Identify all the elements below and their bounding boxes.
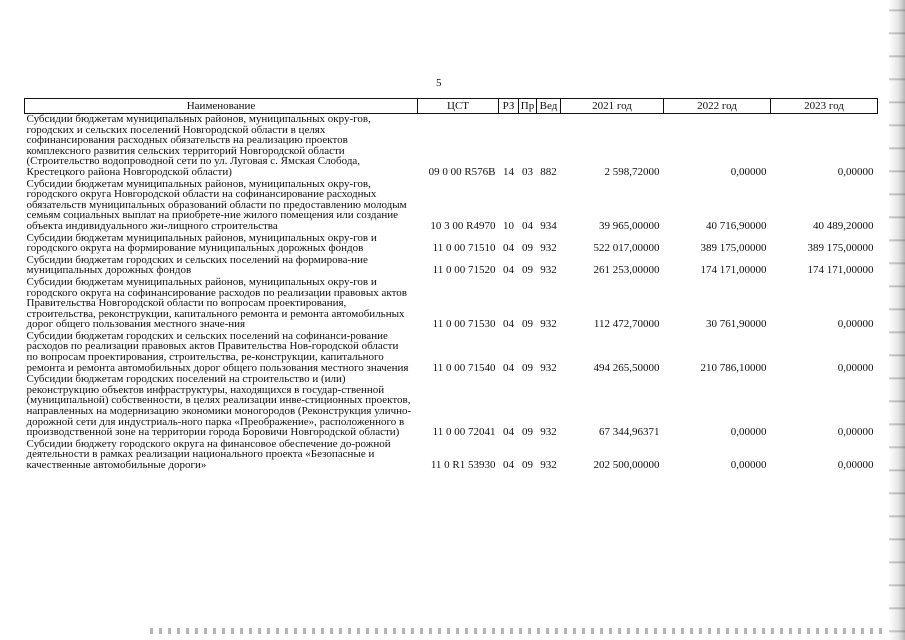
row-pr: 09 [522,242,533,255]
row-name: Субсидии бюджетам муниципальных районов, муниципальных окру-гов, городского округа Новгородской области на софинансирование расходных обязательств муниципальных образований области по предоставлению молодым семьям социальных выплат на приобрете-ние жилого помещения или создание объекта индивидуального жи-лищного строительства [26,177,407,232]
row-cst: 11 0 00 72041 [432,426,496,439]
row-ved: 932 [540,242,557,255]
header-pr: Пр [519,99,537,114]
row-name: Субсидии бюджетам городских поселений на строительство и (или) реконструкцию объектов инфраструктуры, находящихся в государ-ственной (муниципальной) собственности, в целях реализации инве-стиционных проектов, направленных на модернизацию экономики моногородов (Реконструкция улично-дорожной сети для индустриаль-ного парка «Преображение», расположенного в производственной зоне на территории города Боровичи Новгородской области) [26,373,412,439]
table-row [25,277,878,331]
row-rz: 04 [503,459,514,471]
scan-bottom-artifact [150,628,885,634]
table-header-row [25,99,878,114]
header-2021: 2021 год [561,99,664,114]
table-row [25,255,878,277]
row-cst: 10 3 00 R4970 [430,219,496,232]
scan-edge-artifact [889,0,905,640]
row-ved: 882 [540,165,557,178]
row-2022: 0,00000 [730,165,767,178]
row-cst: 11 0 00 71540 [432,361,496,374]
row-name: Субсидии бюджетам городских и сельских поселений на софинанси-рование расходов по реализации правовых актов Правительства Нов-городской области по вопросам проектирования, строительства, ре-конструкции, капитального ремонта и ремонта автомобильных дорог общего пользования местного значения [26,329,409,374]
table-row [25,179,878,233]
header-rz: РЗ [499,99,519,114]
row-pr: 09 [522,459,533,471]
row-2021: 67 344,96371 [599,426,660,439]
row-name: Субсидии бюджету городского округа на финансовое обеспечение до-рожной деятельности в рамках реализации национального проекта «Безопасные и качественные автомобильные дороги» [26,437,391,471]
row-2021: 261 253,00000 [593,264,660,277]
row-rz: 04 [503,361,514,374]
row-rz: 04 [503,264,514,277]
row-2023: 0,00000 [837,361,874,374]
row-rz: 04 [503,426,514,439]
row-2022: 0,00000 [730,459,767,471]
row-pr: 09 [522,264,533,277]
row-ved: 934 [540,219,557,232]
row-2023: 0,00000 [837,459,874,471]
row-ved: 932 [540,264,557,277]
row-ved: 932 [540,426,557,439]
header-name: Наименование [25,99,418,114]
row-2022: 174 171,00000 [700,264,767,277]
row-cst: 11 0 00 71520 [432,264,496,277]
page-number: 5 [436,77,442,89]
row-2021: 202 500,00000 [593,459,660,471]
row-ved: 932 [540,361,557,374]
row-2022: 389 175,00000 [700,242,767,255]
row-2021: 2 598,72000 [604,165,660,178]
row-2023: 0,00000 [837,426,874,439]
row-2021: 494 265,50000 [593,361,660,374]
row-2022: 210 786,10000 [700,361,767,374]
row-cst: 09 0 00 R576B [428,165,496,178]
row-name: Субсидии бюджетам муниципальных районов, муниципальных окру-гов и городского округа на софинансирование расходов по реализации правовых актов Правительства Новгородской области по вопросам проектирования, строительства, реконструкции, капитального ремонта и ремонта автомобильных дорог общего пользования местного значе-ния [26,275,407,331]
row-name: Субсидии бюджетам муниципальных районов, муниципальных окру-гов и городского округа на формирование муниципальных дорожных фондов [26,231,377,255]
row-2023: 0,00000 [837,165,874,178]
row-2022: 0,00000 [730,426,767,439]
row-ved: 932 [540,318,557,331]
row-pr: 09 [522,426,533,439]
row-cst: 11 0 00 71530 [432,318,496,331]
row-pr: 09 [522,318,533,331]
row-2023: 389 175,00000 [807,242,874,255]
row-pr: 03 [522,165,533,178]
table-row [25,331,878,374]
header-2023: 2023 год [771,99,878,114]
row-2023: 0,00000 [837,318,874,331]
row-2022: 40 716,90000 [706,219,767,232]
row-rz: 04 [503,242,514,255]
table-row [25,114,878,179]
budget-table [24,98,878,472]
table-row [25,439,878,472]
header-ved: Вед [537,99,561,114]
row-ved: 932 [540,459,557,471]
row-2021: 522 017,00000 [593,242,660,255]
row-cst: 11 0 R1 53930 [430,459,496,471]
row-rz: 10 [503,219,514,232]
row-rz: 04 [503,318,514,331]
row-2022: 30 761,90000 [706,318,767,331]
row-2023: 40 489,20000 [813,219,874,232]
row-2021: 39 965,00000 [599,219,660,232]
row-name: Субсидии бюджетам муниципальных районов, муниципальных окру-гов, городских и сельских поселений Новгородской области в целях софинансирования расходных обязательств на реализацию проектов комплексного развития сельских территорий Новгородской области (Строительство водопроводной сети по ул. Луговая с. Ямская Слобода, Крестецкого района Новгородской области) [26,113,371,178]
row-pr: 09 [522,361,533,374]
header-cst: ЦСТ [418,99,499,114]
row-rz: 14 [503,165,514,178]
row-pr: 04 [522,219,533,232]
header-2022: 2022 год [664,99,771,114]
row-name: Субсидии бюджетам городских и сельских поселений на формирова-ние муниципальных дорожных фондов [26,253,368,277]
row-2021: 112 472,70000 [593,318,660,331]
row-2023: 174 171,00000 [807,264,874,277]
row-cst: 11 0 00 71510 [432,242,496,255]
table-row [25,233,878,255]
table-row [25,374,878,439]
